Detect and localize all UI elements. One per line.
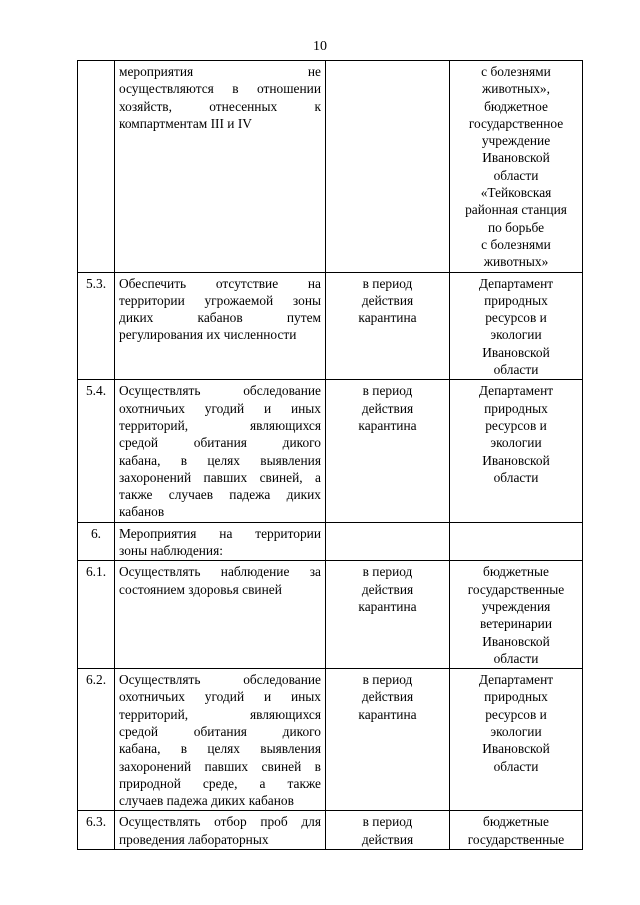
responsible-line: ресурсов и: [485, 417, 547, 433]
responsible-cell: [450, 61, 583, 273]
row-number-cell: [78, 811, 115, 850]
responsible-line: области: [493, 469, 539, 485]
responsible-line: области: [493, 650, 539, 666]
row-number: 6.: [90, 525, 102, 541]
measure-description-line: Осуществлять наблюдение за: [119, 564, 321, 580]
measure-description-line: природной среде, а также: [119, 775, 321, 791]
responsible-line: Ивановской: [482, 452, 550, 468]
responsible-line: районная станция: [465, 202, 567, 218]
period-line: действия: [361, 831, 414, 847]
responsible-line: Департамент: [478, 672, 554, 688]
responsible-line: природных: [484, 400, 548, 416]
measure-description-cell: [115, 669, 326, 811]
responsible-line: по борьбе: [487, 219, 545, 235]
responsible-line: Ивановской: [482, 150, 550, 166]
measure-description-line: мероприятия не: [119, 64, 321, 79]
responsible-line: ресурсов и: [485, 310, 547, 326]
responsible-line: Ивановской: [482, 633, 550, 649]
row-number-cell: [78, 61, 115, 273]
responsible-cell: [450, 522, 583, 561]
table-row: [78, 669, 583, 811]
responsible-line: природных: [484, 689, 548, 705]
period-line: карантина: [358, 417, 417, 433]
responsible-line: «Тейковская: [480, 185, 552, 201]
responsible-line: ветеринарии: [480, 616, 552, 632]
row-number-cell: [78, 380, 115, 522]
period-cell: [326, 811, 450, 850]
period-cell: [326, 522, 450, 561]
measure-description-line: захоронений павших свиней в: [119, 758, 321, 774]
page-number: 10: [313, 39, 327, 54]
responsible-line: экологии: [490, 723, 542, 739]
responsible-line: с болезнями: [481, 236, 551, 252]
period-line: карантина: [358, 310, 417, 326]
row-number-cell: [78, 561, 115, 669]
measure-description-line: территорий, являющихся: [119, 706, 321, 722]
row-number-cell: [78, 272, 115, 380]
period-line: карантина: [358, 706, 417, 722]
row-number: 6.2.: [85, 672, 107, 688]
responsible-line: области: [493, 167, 539, 183]
measure-description-line: проведения лабораторных: [119, 831, 269, 847]
responsible-cell: [450, 811, 583, 850]
table-row: [78, 61, 583, 273]
measure-description-line: Осуществлять обследование: [119, 672, 321, 688]
measure-description-cell: [115, 561, 326, 669]
row-number: 5.3.: [85, 275, 107, 291]
measure-description-line: территорий, являющихся: [119, 417, 321, 433]
table-row: [78, 811, 583, 850]
table-row: [78, 272, 583, 380]
responsible-line: ресурсов и: [485, 706, 547, 722]
period-cell: [326, 561, 450, 669]
measure-description-cell: [115, 272, 326, 380]
measure-description-line: регулирования их численности: [119, 327, 297, 343]
measure-description-cell: [115, 380, 326, 522]
table-body: [78, 61, 583, 850]
responsible-line: Департамент: [478, 275, 554, 291]
responsible-cell: [450, 380, 583, 522]
period-cell: [326, 272, 450, 380]
responsible-line: Ивановской: [482, 344, 550, 360]
measure-description-line: охотничьих угодий и иных: [119, 689, 321, 705]
measure-description-line: средой обитания дикого: [119, 435, 321, 451]
period-cell: [326, 380, 450, 522]
period-line: действия: [361, 292, 414, 308]
row-number: 6.3.: [85, 814, 107, 830]
measure-description-line: средой обитания дикого: [119, 723, 321, 739]
measure-description-line: случаев падежа диких кабанов: [119, 793, 294, 809]
responsible-cell: [450, 669, 583, 811]
measure-description-line: территории угрожаемой зоны: [119, 292, 321, 308]
period-line: в период: [362, 672, 413, 688]
period-cell: [326, 669, 450, 811]
measure-description-line: Обеспечить отсутствие на: [119, 275, 321, 291]
measure-description-cell: [115, 811, 326, 850]
responsible-line: бюджетные: [483, 814, 549, 830]
responsible-line: Ивановской: [482, 741, 550, 757]
responsible-line: природных: [484, 292, 548, 308]
responsible-line: государственные: [467, 831, 565, 847]
period-line: действия: [361, 581, 414, 597]
measure-description-line: зоны наблюдения:: [119, 543, 223, 559]
row-number-cell: [78, 522, 115, 561]
measure-description-line: охотничьих угодий и иных: [119, 400, 321, 416]
measure-description-line: кабана, в целях выявления: [119, 741, 321, 757]
measure-description-line: также случаев падежа диких: [119, 487, 321, 503]
measure-description-line: компартментам III и IV: [119, 115, 252, 131]
period-line: в период: [362, 383, 413, 399]
measure-description-line: захоронений павших свиней, а: [119, 469, 321, 485]
responsible-line: государственные: [467, 581, 565, 597]
measure-description-line: состоянием здоровья свиней: [119, 581, 282, 597]
period-line: карантина: [358, 598, 417, 614]
measure-description-line: Мероприятия на территории: [119, 525, 321, 541]
table-row: [78, 380, 583, 522]
measure-description-cell: [115, 61, 326, 273]
responsible-line: области: [493, 758, 539, 774]
responsible-line: государственное: [468, 115, 564, 131]
period-line: в период: [362, 564, 413, 580]
measures-table: [77, 60, 583, 850]
responsible-cell: [450, 561, 583, 669]
responsible-cell: [450, 272, 583, 380]
responsible-line: бюджетное: [484, 98, 548, 114]
measure-description-line: хозяйств, отнесенных к: [119, 98, 321, 114]
measure-description-line: Осуществлять обследование: [119, 383, 321, 399]
row-number-cell: [78, 669, 115, 811]
period-line: в период: [362, 814, 413, 830]
measure-description-line: диких кабанов путем: [119, 310, 321, 326]
responsible-line: области: [493, 362, 539, 378]
measure-description-line: осуществляются в отношении: [119, 81, 321, 97]
measure-description-line: Осуществлять отбор проб для: [119, 814, 321, 830]
responsible-line: учреждение: [481, 133, 551, 149]
period-line: действия: [361, 400, 414, 416]
responsible-line: бюджетные: [483, 564, 549, 580]
responsible-line: экологии: [490, 327, 542, 343]
period-line: в период: [362, 275, 413, 291]
responsible-line: экологии: [490, 435, 542, 451]
measure-description-line: кабана, в целях выявления: [119, 452, 321, 468]
responsible-line: с болезнями: [481, 64, 551, 79]
period-line: действия: [361, 689, 414, 705]
responsible-line: учреждения: [481, 598, 551, 614]
responsible-line: Департамент: [478, 383, 554, 399]
period-cell: [326, 61, 450, 273]
table-row: [78, 561, 583, 669]
responsible-line: животных»: [483, 254, 549, 270]
row-number: 6.1.: [85, 564, 107, 580]
table-row: [78, 522, 583, 561]
row-number: 5.4.: [85, 383, 107, 399]
measure-description-line: кабанов: [119, 504, 165, 520]
responsible-line: животных»,: [482, 81, 550, 97]
measure-description-cell: [115, 522, 326, 561]
